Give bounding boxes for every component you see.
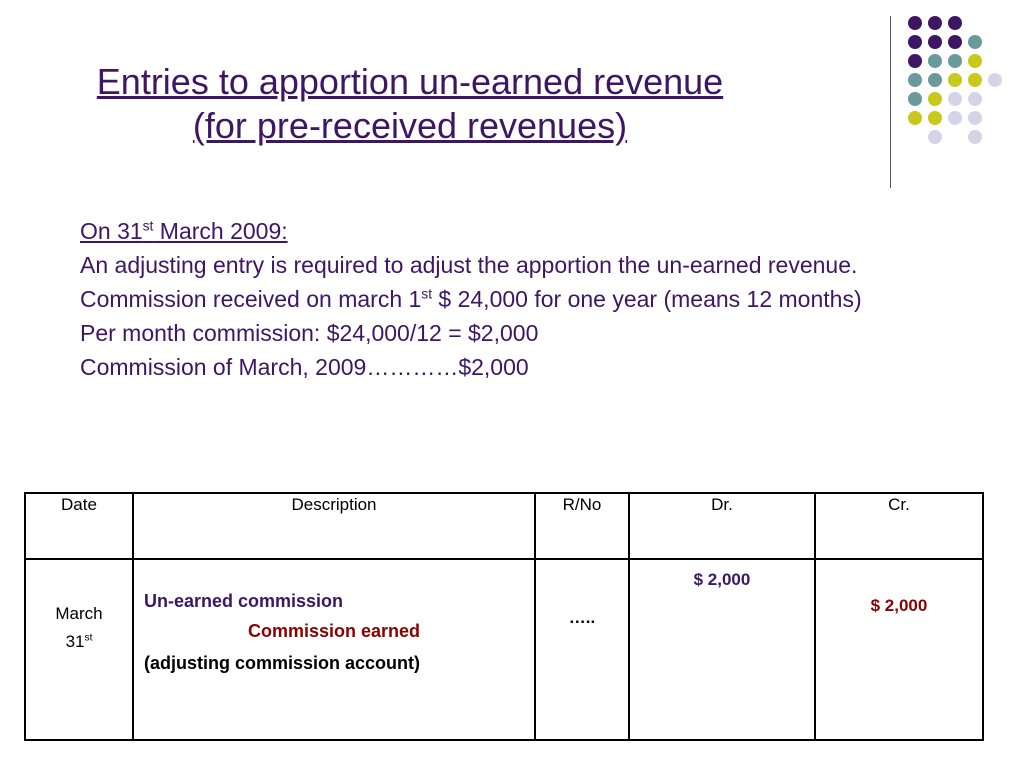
dot [968,35,982,49]
dot [968,54,982,68]
date-month: March [55,604,103,623]
dot [968,92,982,106]
dot [908,73,922,87]
decorative-dot-grid [900,14,1020,174]
dot [928,130,942,144]
credit-account: Commission earned [248,621,421,641]
date-heading [80,218,930,244]
title-line-1: Entries to apportion un-earned revenue [96,61,724,102]
dot [928,111,942,125]
cell-date [25,559,133,740]
dot [908,35,922,49]
dot [948,111,962,125]
debit-account: Un-earned commission [144,591,344,611]
divider-line [890,16,891,188]
cell-dr: $ 2,000 [629,559,815,740]
table-header-row [25,493,983,559]
dot [908,92,922,106]
dot [968,111,982,125]
body-line-1: An adjusting entry is required to adjust the apportion the un-earned revenue. [80,252,858,278]
dot [928,54,942,68]
body-line-4: Commission of March, 2009…………$2,000 [80,354,529,380]
dot [928,92,942,106]
header-cr: Cr. [815,493,983,559]
narration: (adjusting commission account) [144,653,421,673]
date-heading-text: On 31 [80,218,143,244]
body-line-2-rest: $ 24,000 for one year (means 12 months) [432,286,862,312]
dot [948,16,962,30]
dot [908,16,922,30]
date-heading-sup: st [142,218,154,234]
slide-body [80,218,930,388]
dot [968,73,982,87]
cell-description [133,559,535,740]
dot [948,92,962,106]
body-line-2-sup: st [421,286,433,302]
slide-title [40,60,780,148]
table-row [25,559,983,740]
dot [968,130,982,144]
body-line-3: Per month commission: $24,000/12 = $2,000 [80,320,539,346]
dot [948,35,962,49]
date-day: 31 [65,632,85,651]
dot [948,54,962,68]
date-heading-rest: March 2009: [153,218,288,244]
body-line-2 [80,286,930,312]
date-day-wrap [27,628,131,656]
dot [928,35,942,49]
dot [928,16,942,30]
title-line-2: (for pre-received revenues) [192,105,628,146]
body-line-2-text: Commission received on march 1 [80,286,422,312]
header-rno: R/No [535,493,629,559]
dot [988,73,1002,87]
header-dr: Dr. [629,493,815,559]
header-description: Description [133,493,535,559]
date-day-sup: st [84,632,93,644]
cell-rno: ….. [535,559,629,740]
dot [908,54,922,68]
dot [948,73,962,87]
dot [928,73,942,87]
dot [908,111,922,125]
header-date: Date [25,493,133,559]
cell-cr: $ 2,000 [815,559,983,740]
journal-entry-table [24,492,984,741]
